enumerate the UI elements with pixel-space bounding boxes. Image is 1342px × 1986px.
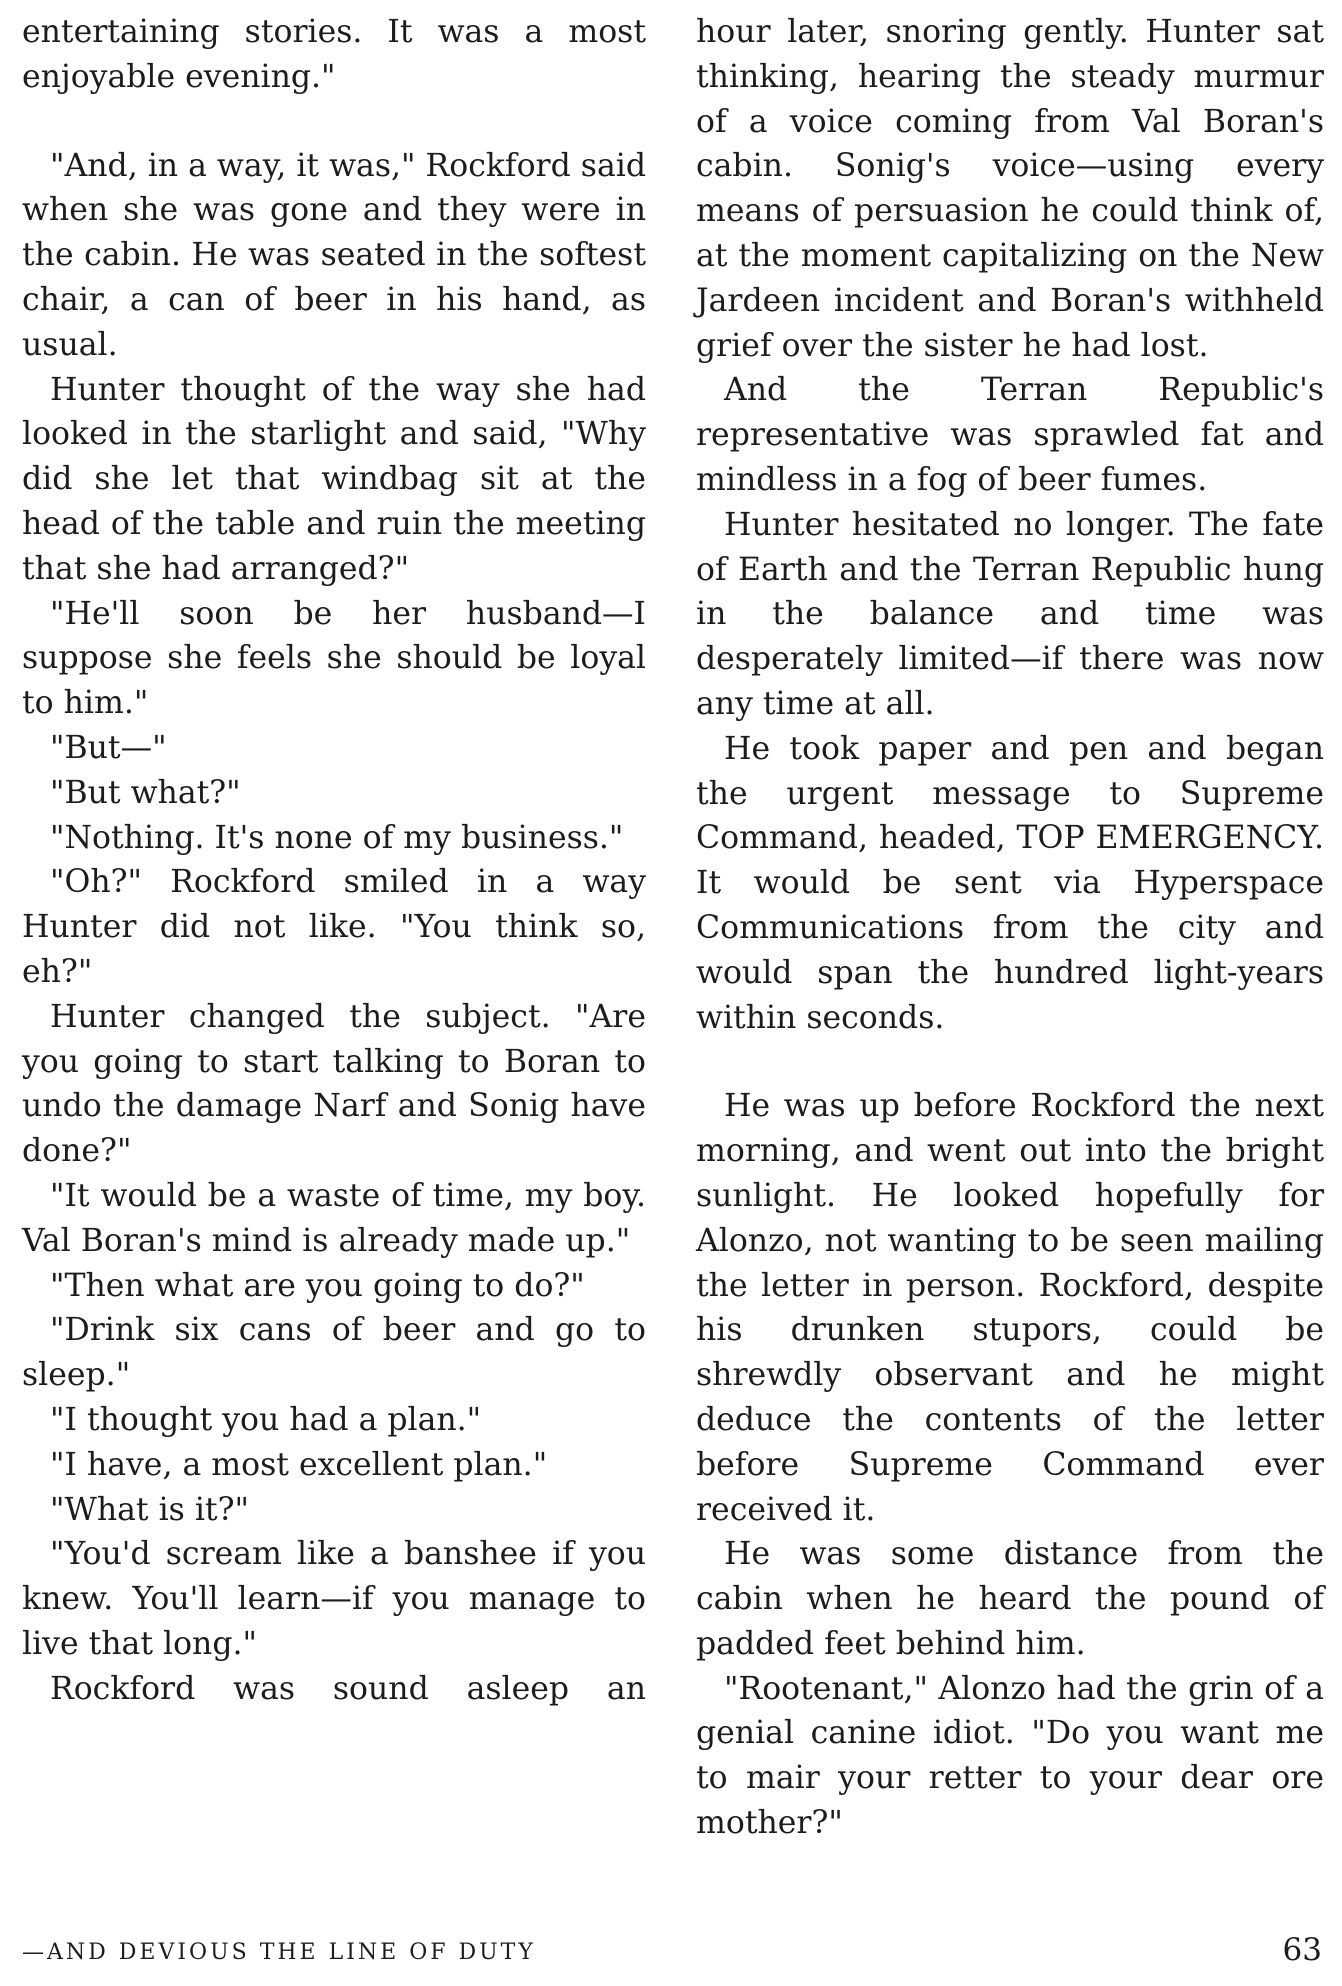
paragraph: "He'll soon be her husband—I suppose she feels she should be loyal to him." (22, 595, 646, 722)
paragraph: "I have, a most excellent plan." (50, 1446, 548, 1483)
paragraph: He was some distance from the cabin when he heard the pound of padded feet behind him. (696, 1536, 1324, 1662)
paragraph: "Drink six cans of beer and go to sleep." (22, 1312, 646, 1394)
page-footer (22, 1932, 1322, 1980)
paragraph: "Rootenant," Alonzo had the grin of a genial canine idiot. "Do you want me to mair your retter to your dear ore mother?" (696, 1670, 1324, 1842)
right-text-column (696, 10, 1324, 1846)
paragraph: "Nothing. It's none of my business." (50, 819, 624, 856)
paragraph: "Then what are you going to do?" (50, 1267, 585, 1304)
paragraph: "You'd scream like a banshee if you knew. You'll learn—if you manage to live that long." (22, 1536, 646, 1662)
paragraph: "What is it?" (50, 1491, 249, 1528)
running-title: —AND DEVIOUS THE LINE OF DUTY (22, 1940, 536, 1965)
page-number: 63 (1282, 1932, 1322, 1968)
paragraph: "But what?" (50, 774, 241, 811)
paragraph: "And, in a way, it was," Rockford said when she was gone and they were in the cabin. He was seated in the softest chair, a can of beer in his hand, as usual. (22, 147, 646, 363)
paragraph: Hunter hesitated no longer. The fate of Earth and the Terran Republic hung in the balance and time was desperately limited—if there was now any time at all. (696, 506, 1324, 722)
paragraph: "It would be a waste of time, my boy. Val Boran's mind is already made up." (22, 1177, 646, 1259)
paragraph: Hunter changed the subject. "Are you going to start talking to Boran to undo the damage Narf and Sonig have done?" (22, 998, 646, 1170)
paragraph: "But—" (50, 729, 167, 766)
left-text-column (22, 10, 646, 1711)
paragraph: Hunter thought of the way she had looked in the starlight and said, "Why did she let that windbag sit at the head of the table and ruin the meeting that she had arranged?" (22, 371, 646, 587)
paragraph: entertaining stories. It was a most enjoyable evening." (22, 14, 646, 95)
paragraph: hour later, snoring gently. Hunter sat thinking, hearing the steady murmur of a voice coming from Val Boran's cabin. Sonig's voice—using every means of persuasion he could think of, at the moment capitalizing on the New Jardeen incident and Boran's withheld grief over the sister he had lost. (696, 14, 1324, 364)
paragraph: "I thought you had a plan." (50, 1401, 482, 1438)
paragraph: And the Terran Republic's representative was sprawled fat and mindless in a fog of beer fumes. (696, 372, 1324, 498)
paragraph: He was up before Rockford the next morning, and went out into the bright sunlight. He looked hopefully for Alonzo, not wanting to be seen mailing the letter in person. Rockford, despite his drunken stupors, could be shrewdly observant and he might deduce the contents of the letter before Supreme Command ever received it. (696, 1088, 1324, 1528)
paragraph: "Oh?" Rockford smiled in a way Hunter did not like. "You think so, eh?" (22, 864, 646, 990)
paragraph: He took paper and pen and began the urgent message to Supreme Command, headed, TOP EMERGENCY. It would be sent via Hyperspace Communications from the city and would span the hundred light-years within seconds. (696, 730, 1324, 1036)
paragraph: Rockford was sound asleep an (50, 1670, 646, 1707)
